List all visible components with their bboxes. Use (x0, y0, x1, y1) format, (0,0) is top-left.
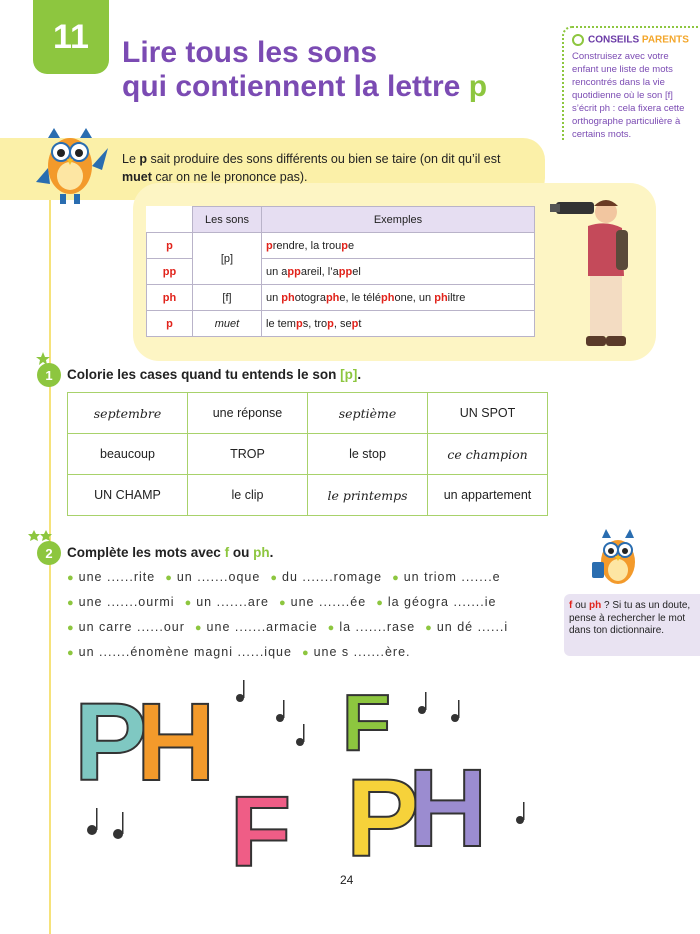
word-to-complete[interactable]: un triom .......e (403, 570, 501, 584)
exercise-2-text-b: ou (229, 545, 254, 560)
word-to-complete[interactable]: une .......armacie (206, 620, 318, 634)
grid-row (68, 475, 548, 516)
example-text: e (347, 239, 355, 252)
example-text: t (358, 317, 362, 330)
grid-row (68, 393, 548, 434)
letter-f-green: F (342, 678, 391, 767)
word-to-complete[interactable]: une ......rite (78, 570, 156, 584)
intro-text (122, 150, 532, 186)
highlighted-letters: p (341, 239, 348, 252)
bullet-icon: ● (301, 647, 309, 659)
example-cell (262, 285, 535, 311)
spelling-cell: ph (147, 285, 193, 311)
highlighted-letters: pp (338, 265, 353, 278)
parents-tip-heading (572, 34, 700, 46)
parents-tip (562, 26, 700, 141)
highlighted-letters: ph (281, 291, 295, 304)
exercise-2-text-a: Complète les mots avec (67, 545, 225, 560)
title-line-1: Lire tous les sons (122, 36, 378, 69)
word-to-complete[interactable]: la .......rase (339, 620, 416, 634)
example-cell (262, 311, 535, 337)
intro-letter: p (139, 152, 148, 166)
spelling-cell: p (147, 233, 193, 259)
example-text: e, le télé (339, 291, 381, 304)
photographer-illustration (548, 190, 638, 360)
grid-cell[interactable]: beaucoup (68, 434, 188, 475)
bullet-icon: ● (67, 622, 74, 634)
lesson-number-badge (33, 0, 109, 74)
highlighted-letters: p (295, 317, 303, 330)
exercise-1-number: 1 (37, 363, 61, 387)
grid-cell[interactable]: UN SPOT (428, 393, 548, 434)
intro-word-muet: muet (122, 170, 152, 184)
title-letter: p (468, 70, 488, 103)
dancing-letters-illustration (70, 670, 550, 870)
highlighted-letters: ph (325, 291, 340, 304)
grid-cell[interactable]: une réponse (188, 393, 308, 434)
lesson-number: 11 (53, 17, 89, 56)
hint-letter-ph: ph (589, 600, 602, 611)
hint-or: ou (572, 600, 590, 611)
letter-h-purple: H (408, 747, 488, 870)
sound-cell: [f] (193, 285, 262, 311)
hint-letter-f: f (569, 600, 573, 611)
grid-cell[interactable]: un appartement (428, 475, 548, 516)
example-text: otogra (294, 291, 326, 304)
owl-teacher-illustration (30, 118, 110, 206)
bullet-icon: ● (392, 572, 399, 584)
grid-cell[interactable]: septembre (68, 393, 188, 434)
word-to-complete[interactable]: la géogra .......ie (387, 595, 497, 609)
title-line-2-text: qui contiennent la lettre (122, 70, 461, 103)
example-text: iltre (447, 291, 466, 304)
owl-hint-illustration (588, 522, 648, 594)
bullet-icon: ● (67, 647, 74, 659)
bullet-icon: ● (327, 622, 335, 634)
grid-cell[interactable]: TROP (188, 434, 308, 475)
grid-cell[interactable]: le clip (188, 475, 308, 516)
bullet-icon: ● (194, 622, 202, 634)
word-to-complete[interactable]: un .......are (196, 595, 269, 609)
word-to-complete[interactable]: une s .......ère. (313, 645, 411, 659)
example-text: s, tro (302, 317, 328, 330)
word-to-complete[interactable]: un .......énomène magni ......ique (78, 645, 292, 659)
title-line-2 (122, 70, 542, 104)
exercise-2-text-c: . (269, 545, 274, 560)
sound-cell: muet (193, 311, 262, 337)
letter-f-pink: F (230, 776, 292, 870)
highlighted-letters: p (327, 317, 334, 330)
grid-cell[interactable]: UN CHAMP (68, 475, 188, 516)
exercise-2-line (67, 645, 421, 659)
sound-cell: [p] (193, 233, 262, 285)
parents-tip-heading-a: CONSEILS (588, 34, 642, 46)
exercise-2-line (67, 595, 506, 609)
bullet-icon: ● (425, 622, 432, 634)
rules-row-ph (147, 285, 535, 311)
header-examples: Exemples (262, 207, 535, 233)
letter-p-teal: P (74, 681, 148, 804)
spelling-cell: p (147, 311, 193, 337)
exercise-1-grid (67, 392, 548, 516)
highlighted-letters: p (351, 317, 359, 330)
example-text: un a (266, 265, 288, 278)
exercise-2-letter-ph: ph (253, 545, 270, 560)
lightbulb-icon (572, 34, 584, 46)
highlighted-letters: p (266, 239, 273, 252)
example-text: , se (333, 317, 352, 330)
grid-cell[interactable]: ce champion (428, 434, 548, 475)
bullet-icon: ● (165, 572, 172, 584)
rules-row-muet (147, 311, 535, 337)
bullet-icon: ● (67, 572, 74, 584)
word-to-complete[interactable]: une .......ée (290, 595, 367, 609)
example-cell (262, 233, 535, 259)
exercise-2-number: 2 (37, 541, 61, 565)
rules-table-corner (147, 207, 193, 233)
exercise-2-line (67, 620, 518, 634)
highlighted-letters: ph (381, 291, 395, 304)
word-to-complete[interactable]: du .......romage (282, 570, 383, 584)
exercise-1-sound: [p] (340, 367, 358, 382)
grid-row (68, 434, 548, 475)
example-text: areil, l’a (300, 265, 339, 278)
example-cell (262, 259, 535, 285)
example-text: el (352, 265, 361, 278)
grid-cell[interactable]: le printemps (308, 475, 428, 516)
rules-table-header (147, 207, 535, 233)
hint-text (569, 600, 695, 638)
exercise-2-line (67, 570, 511, 584)
word-to-complete[interactable]: une .......ourmi (78, 595, 175, 609)
grid-cell[interactable]: septième (308, 393, 428, 434)
parents-tip-heading-b: PARENTS (641, 34, 689, 46)
lesson-title (122, 36, 542, 104)
letter-h-orange: H (136, 681, 216, 804)
example-text: un (266, 291, 282, 304)
grid-cell[interactable]: le stop (308, 434, 428, 475)
bullet-icon: ● (376, 597, 383, 609)
parents-tip-text: Construisez avec votre enfant une liste de mots rencontrés dans la vie quotidienne où le son [f] s’écrit ph : cela fixera cette orthographe particulière à certains mots. (572, 51, 685, 140)
rules-table (146, 206, 535, 337)
highlighted-letters: pp (287, 265, 301, 278)
exercise-1-instruction-text: Colorie les cases quand tu entends le son (67, 367, 337, 382)
highlighted-letters: ph (434, 291, 448, 304)
header-sounds: Les sons (193, 207, 262, 233)
word-to-complete[interactable]: un .......oque (176, 570, 261, 584)
hint-body: ? Si tu as un doute, pense à rechercher le mot dans ton dictionnaire. (569, 600, 691, 636)
bullet-icon: ● (184, 597, 192, 609)
exercise-2-instruction (67, 545, 273, 560)
exercise-2-letter-f: f (224, 545, 230, 560)
intro-part-3: car on ne le prononce pas). (151, 170, 308, 184)
bullet-icon: ● (278, 597, 286, 609)
exercise-1-instruction: Colorie les cases quand tu entends le son [p]. (67, 367, 362, 382)
spelling-cell: pp (147, 259, 193, 285)
example-text: rendre, la trou (272, 239, 342, 252)
word-to-complete[interactable]: un carre ......our (78, 620, 185, 634)
rules-row-p (147, 233, 535, 259)
bullet-icon: ● (67, 597, 74, 609)
intro-part-1: Le (122, 152, 140, 166)
example-text: le tem (266, 317, 296, 330)
intro-part-2: sait produire des sons différents ou bien se taire (on dit qu’il est (147, 152, 501, 166)
page-number: 24 (340, 873, 354, 887)
letter-p-yellow: P (346, 757, 420, 870)
example-text: one, un (394, 291, 435, 304)
bullet-icon: ● (270, 572, 277, 584)
word-to-complete[interactable]: un dé ......i (436, 620, 509, 634)
